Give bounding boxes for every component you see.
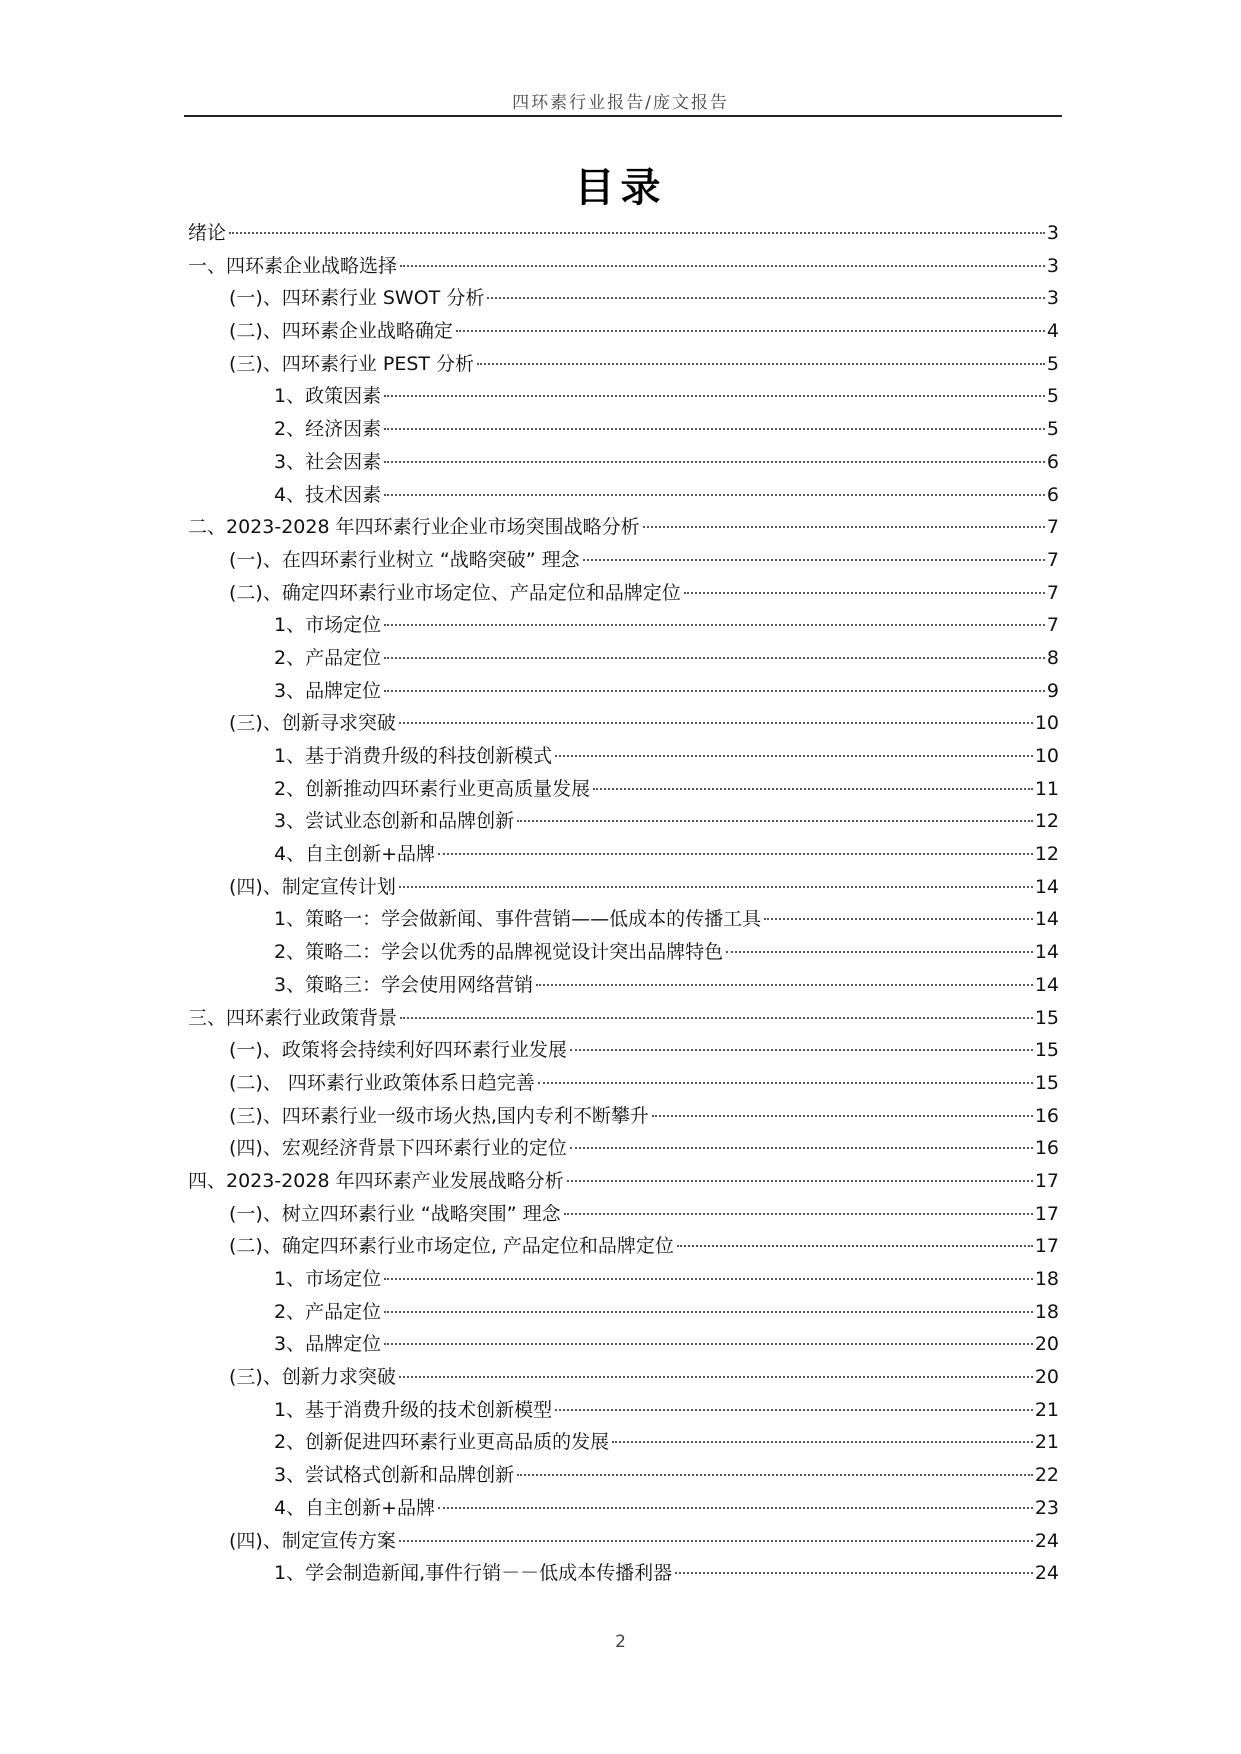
toc-entry-text: 4、技术因素 — [274, 483, 382, 506]
toc-entry-text: 3、尝试业态创新和品牌创新 — [274, 810, 515, 833]
toc-dot-leader — [593, 788, 1033, 790]
toc-entry-text: (一)、在四环素行业树立 “战略突破” 理念 — [229, 548, 580, 571]
toc-entry[interactable] — [188, 642, 1059, 675]
toc-entry[interactable] — [188, 1459, 1059, 1492]
running-header: 四环素行业报告/庞文报告 — [512, 93, 729, 113]
toc-entry[interactable] — [188, 1296, 1059, 1329]
toc-entry-page-number: 9 — [1046, 679, 1059, 702]
toc-dot-leader — [400, 1017, 1033, 1019]
toc-dot-leader — [677, 1245, 1033, 1247]
toc-entry-page-number: 16 — [1034, 1104, 1059, 1127]
toc-entry-text: (二)、确定四环素行业市场定位, 产品定位和品牌定位 — [229, 1235, 674, 1258]
toc-entry[interactable] — [188, 740, 1059, 773]
toc-entry-text: 2、创新促进四环素行业更高品质的发展 — [274, 1431, 610, 1454]
toc-entry-text: 3、品牌定位 — [274, 679, 382, 702]
toc-entry-page-number: 23 — [1034, 1496, 1059, 1519]
toc-entry-text: (三)、创新寻求突破 — [229, 712, 396, 735]
toc-entry[interactable] — [188, 217, 1059, 250]
toc-entry[interactable] — [188, 577, 1059, 610]
toc-dot-leader — [438, 1507, 1033, 1509]
toc-entry-page-number: 6 — [1046, 483, 1059, 506]
toc-dot-leader — [399, 722, 1033, 724]
toc-entry-text: 2、创新推动四环素行业更高质量发展 — [274, 777, 591, 800]
toc-entry-text: 1、学会制造新闻,事件行销－－低成本传播利器 — [274, 1562, 673, 1585]
toc-entry-page-number: 7 — [1046, 581, 1059, 604]
toc-entry-page-number: 3 — [1046, 287, 1059, 310]
toc-title: 目录 — [574, 164, 667, 211]
toc-entry-text: 2、策略二：学会以优秀的品牌视觉设计突出品牌特色 — [274, 941, 724, 964]
toc-entry-page-number: 20 — [1034, 1333, 1059, 1356]
toc-entry[interactable] — [188, 1230, 1059, 1263]
toc-entry[interactable] — [188, 969, 1059, 1002]
toc-entry[interactable] — [188, 1198, 1059, 1231]
toc-entry-text: 3、尝试格式创新和品牌创新 — [274, 1464, 515, 1487]
toc-dot-leader — [764, 918, 1033, 920]
toc-entry[interactable] — [188, 1525, 1059, 1558]
toc-dot-leader — [675, 1572, 1033, 1574]
toc-dot-leader — [555, 755, 1033, 757]
toc-dot-leader — [652, 1115, 1033, 1117]
toc-entry-text: (四)、制定宣传方案 — [229, 1529, 396, 1552]
toc-entry-page-number: 14 — [1034, 875, 1059, 898]
toc-dot-leader — [564, 1213, 1033, 1215]
toc-entry-page-number: 18 — [1034, 1300, 1059, 1323]
toc-entry[interactable] — [188, 1100, 1059, 1133]
toc-entry[interactable] — [188, 1002, 1059, 1035]
toc-entry[interactable] — [188, 871, 1059, 904]
toc-entry-page-number: 5 — [1046, 385, 1059, 408]
toc-entry-page-number: 12 — [1034, 810, 1059, 833]
toc-entry-text: 3、品牌定位 — [274, 1333, 382, 1356]
toc-entry-text: 一、四环素企业战略选择 — [188, 254, 398, 277]
toc-entry-page-number: 11 — [1034, 777, 1059, 800]
toc-entry-page-number: 24 — [1034, 1562, 1059, 1585]
toc-entry[interactable] — [188, 1394, 1059, 1427]
toc-entry-text: (一)、政策将会持续利好四环素行业发展 — [229, 1039, 567, 1062]
toc-dot-leader — [400, 265, 1045, 267]
toc-dot-leader — [684, 592, 1045, 594]
toc-dot-leader — [570, 1049, 1033, 1051]
toc-entry-page-number: 22 — [1034, 1464, 1059, 1487]
toc-entry-page-number: 5 — [1046, 418, 1059, 441]
toc-entry-text: 三、四环素行业政策背景 — [188, 1006, 398, 1029]
toc-entry-text: 1、市场定位 — [274, 614, 382, 637]
toc-entry-text: (四)、制定宣传计划 — [229, 875, 396, 898]
toc-entry[interactable] — [188, 1165, 1059, 1198]
toc-entry-text: (三)、创新力求突破 — [229, 1366, 396, 1389]
toc-entry[interactable] — [188, 903, 1059, 936]
toc-entry[interactable] — [188, 1263, 1059, 1296]
toc-dot-leader — [643, 526, 1045, 528]
toc-entry[interactable] — [188, 1426, 1059, 1459]
toc-entry[interactable] — [188, 511, 1059, 544]
toc-entry[interactable] — [188, 1557, 1059, 1590]
toc-dot-leader — [399, 886, 1033, 888]
toc-entry[interactable] — [188, 1328, 1059, 1361]
toc-entry-page-number: 15 — [1034, 1006, 1059, 1029]
toc-entry[interactable] — [188, 707, 1059, 740]
toc-entry[interactable] — [188, 250, 1059, 283]
header-rule — [184, 115, 1062, 117]
toc-dot-leader — [384, 690, 1045, 692]
toc-dot-leader — [399, 1540, 1033, 1542]
toc-entry-page-number: 7 — [1046, 548, 1059, 571]
toc-dot-leader — [555, 1409, 1033, 1411]
toc-entry[interactable] — [188, 413, 1059, 446]
toc-dot-leader — [384, 624, 1045, 626]
toc-entry-text: (一)、树立四环素行业 “战略突围” 理念 — [229, 1202, 561, 1225]
toc-entry-text: 3、社会因素 — [274, 450, 382, 473]
toc-entry[interactable] — [188, 1132, 1059, 1165]
page-number: 2 — [615, 1632, 626, 1652]
toc-entry-page-number: 14 — [1034, 941, 1059, 964]
toc-entry-page-number: 16 — [1034, 1137, 1059, 1160]
toc-entry-page-number: 10 — [1034, 745, 1059, 767]
toc-dot-leader — [612, 1441, 1033, 1443]
toc-entry[interactable] — [188, 315, 1059, 348]
toc-entry-text: 1、基于消费升级的技术创新模型 — [274, 1398, 553, 1421]
toc-entry[interactable] — [188, 544, 1059, 577]
toc-entry-text: 1、策略一：学会做新闻、事件营销——低成本的传播工具 — [274, 908, 762, 931]
toc-entry-page-number: 21 — [1034, 1431, 1059, 1454]
toc-entry-page-number: 4 — [1046, 320, 1059, 343]
toc-entry-page-number: 21 — [1034, 1398, 1059, 1421]
toc-entry[interactable] — [188, 1067, 1059, 1100]
toc-entry[interactable] — [188, 1492, 1059, 1525]
toc-entry-page-number: 8 — [1046, 646, 1059, 669]
table-of-contents — [188, 217, 1059, 1590]
toc-entry-page-number: 24 — [1034, 1529, 1059, 1552]
toc-entry[interactable] — [188, 838, 1059, 871]
toc-entry[interactable] — [188, 1034, 1059, 1067]
toc-entry-page-number: 5 — [1046, 352, 1059, 375]
toc-dot-leader — [567, 1180, 1033, 1182]
toc-entry[interactable] — [188, 479, 1059, 512]
toc-entry[interactable] — [188, 773, 1059, 806]
toc-dot-leader — [583, 559, 1045, 561]
toc-entry-page-number: 10 — [1034, 712, 1059, 735]
toc-entry-text: 2、产品定位 — [274, 646, 382, 669]
toc-entry-page-number: 15 — [1034, 1039, 1059, 1062]
toc-entry-text: (二)、 四环素行业政策体系日趋完善 — [229, 1071, 535, 1094]
toc-dot-leader — [399, 1376, 1033, 1378]
toc-dot-leader — [384, 657, 1045, 659]
toc-dot-leader — [477, 363, 1045, 365]
toc-dot-leader — [384, 461, 1045, 463]
toc-entry-text: 4、自主创新+品牌 — [274, 1496, 436, 1519]
toc-dot-leader — [517, 1474, 1033, 1476]
toc-dot-leader — [456, 330, 1045, 332]
toc-dot-leader — [229, 232, 1045, 234]
toc-entry-page-number: 18 — [1034, 1268, 1059, 1290]
toc-entry-text: 1、基于消费升级的科技创新模式 — [274, 745, 553, 767]
toc-entry-page-number: 7 — [1046, 614, 1059, 637]
toc-dot-leader — [384, 1311, 1033, 1313]
toc-dot-leader — [384, 1343, 1033, 1345]
toc-entry-page-number: 14 — [1034, 973, 1059, 996]
toc-dot-leader — [384, 428, 1045, 430]
toc-entry-text: 2、经济因素 — [274, 418, 382, 441]
toc-entry-page-number: 6 — [1046, 450, 1059, 473]
toc-entry-page-number: 15 — [1034, 1071, 1059, 1094]
toc-entry[interactable] — [188, 1361, 1059, 1394]
toc-entry-page-number: 17 — [1034, 1169, 1059, 1192]
toc-entry-text: 四、2023-2028 年四环素产业发展战略分析 — [188, 1169, 564, 1192]
toc-entry-text: (一)、四环素行业 SWOT 分析 — [229, 287, 485, 310]
toc-dot-leader — [384, 395, 1045, 397]
toc-dot-leader — [517, 820, 1033, 822]
toc-entry-text: (二)、四环素企业战略确定 — [229, 320, 453, 343]
toc-entry-page-number: 3 — [1046, 254, 1059, 277]
toc-dot-leader — [384, 1278, 1033, 1280]
toc-entry-text: 2、产品定位 — [274, 1300, 382, 1323]
toc-entry-text: (二)、确定四环素行业市场定位、产品定位和品牌定位 — [229, 581, 681, 604]
toc-entry-page-number: 17 — [1034, 1235, 1059, 1258]
toc-entry-page-number: 3 — [1046, 222, 1059, 244]
toc-entry-page-number: 17 — [1034, 1202, 1059, 1225]
toc-dot-leader — [438, 853, 1033, 855]
toc-dot-leader — [384, 494, 1045, 496]
toc-entry-page-number: 14 — [1034, 908, 1059, 931]
toc-dot-leader — [726, 951, 1033, 953]
toc-entry-text: (四)、宏观经济背景下四环素行业的定位 — [229, 1137, 567, 1160]
toc-entry[interactable] — [188, 609, 1059, 642]
toc-entry-text: 1、政策因素 — [274, 385, 382, 408]
toc-entry[interactable] — [188, 282, 1059, 315]
toc-dot-leader — [536, 984, 1033, 986]
toc-dot-leader — [487, 297, 1045, 299]
toc-entry[interactable] — [188, 675, 1059, 708]
toc-dot-leader — [570, 1147, 1033, 1149]
toc-entry-text: 1、市场定位 — [274, 1268, 382, 1290]
toc-entry-text: 4、自主创新+品牌 — [274, 843, 436, 866]
toc-entry-text: 3、策略三：学会使用网络营销 — [274, 973, 534, 996]
toc-entry[interactable] — [188, 446, 1059, 479]
toc-dot-leader — [538, 1082, 1033, 1084]
toc-entry-page-number: 12 — [1034, 843, 1059, 866]
toc-entry[interactable] — [188, 805, 1059, 838]
toc-entry[interactable] — [188, 380, 1059, 413]
toc-entry-text: 二、2023-2028 年四环素行业企业市场突围战略分析 — [188, 516, 640, 539]
toc-entry[interactable] — [188, 936, 1059, 969]
toc-entry-page-number: 20 — [1034, 1366, 1059, 1389]
toc-entry-text: (三)、四环素行业 PEST 分析 — [229, 352, 475, 375]
toc-entry-text: (三)、四环素行业一级市场火热,国内专利不断攀升 — [229, 1104, 649, 1127]
toc-entry[interactable] — [188, 348, 1059, 381]
toc-entry-page-number: 7 — [1046, 516, 1059, 539]
toc-entry-text: 绪论 — [188, 222, 227, 244]
